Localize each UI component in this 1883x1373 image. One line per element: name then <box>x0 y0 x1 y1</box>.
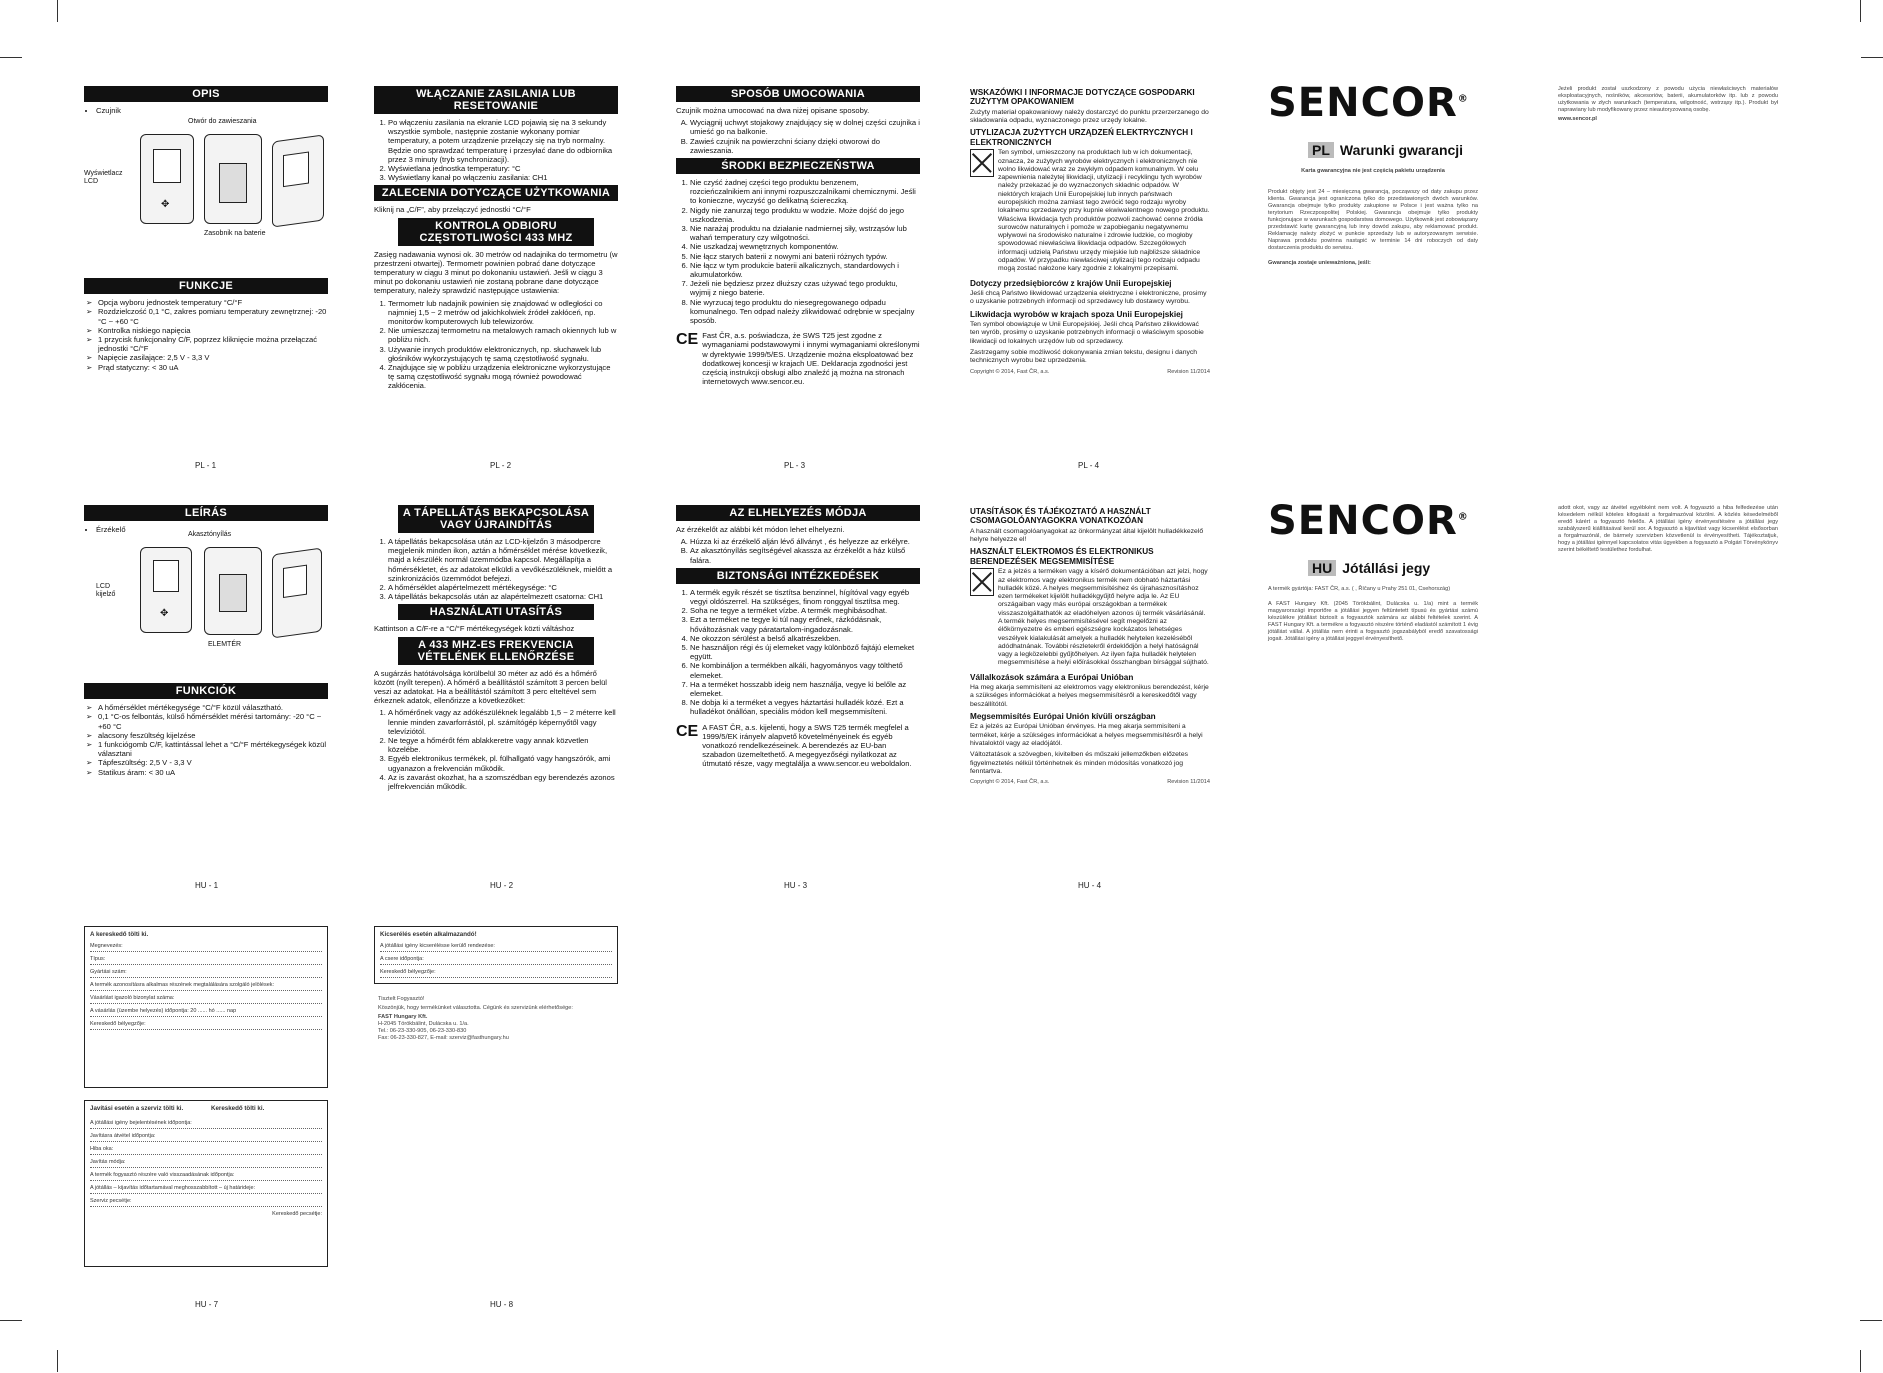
revision: Revision 11/2014 <box>1167 779 1210 786</box>
copyright: Copyright © 2014, Fast ČR, a.s. <box>970 779 1050 786</box>
list-item: 2. Nie umieszczaj termometru na metalowych ramach okiennych lub w pobliżu nich. <box>388 326 618 344</box>
section-title: FUNKCIÓK <box>84 683 328 699</box>
pl-page-3 <box>676 86 920 389</box>
hu-page-4 <box>970 505 1210 788</box>
subtitle: Karta gwarancyjna nie jest częścią pakietu urządzenia <box>1301 168 1445 174</box>
card-title: A kereskedő tölti ki. <box>90 931 149 938</box>
section-title: KONTROLA ODBIORU CZĘSTOTLIWOŚCI 433 MHZ <box>398 218 594 246</box>
paragraph: adott okot, vagy az átvétel egyébként nem volt. A fogyasztó a hiba felfedezése után késedelem nélkül köteles kifogását a forgalmazóval közölni. A közlés késedelméből eredő kárért a fogyasztó felelős. A jótállási igény érvényesítésére a jótállási jegy szabályszerű kiállításával kerül sor. A fogyasztó a kijavítást vagy kicserélést elsősorban a forgalmazónál, de bármely szervizben közvetlenül is érvényesítheti. Tájékoztatjuk, hogy a jótállási igénnyel kapcsolatos vitás ügyekben a fogyasztó a Polgári Törvénykönyv szerint békéltető testülethez fordulhat. <box>1558 505 1778 553</box>
paragraph: A használt csomagolóanyagokat az önkormányzat által kijelölt hulladékkezelő helyre helyezze el! <box>970 527 1204 544</box>
bullet: • Érzékelő <box>96 525 328 534</box>
page-number: HU - 4 <box>1078 881 1102 890</box>
weee-block <box>970 149 1210 276</box>
card-title: Kereskedő tölti ki. <box>211 1105 265 1112</box>
form-field-line: Megnevezés: <box>90 942 322 952</box>
form-field-line: Vásárlást igazoló bizonylat száma: <box>90 994 322 1004</box>
lettered-list <box>676 118 920 155</box>
paragraph: Zużyty materiał opakowaniowy należy dostarczyć do punktu przerzerzanego do składowania odpadu, wyznaczonego przez urzędy lokalne. <box>970 108 1209 125</box>
feature-list <box>84 298 328 372</box>
sensor-side <box>272 135 324 228</box>
pl-page-2 <box>374 86 618 394</box>
warranty-title <box>1308 142 1478 158</box>
form-field-line: A jótállás – kijavítás időtartamával meghosszabbított – új határideje: <box>90 1184 322 1194</box>
section-title: FUNKCJE <box>84 278 328 294</box>
paragraph: Produkt objęty jest 24 – miesięczną gwarancją, począwszy od daty zakupu przez klienta. Gwarancja jest ograniczona tylko do przedstawionych dwóch warunków. Gwarancja obejmuje tylko produkty zakupione w Polsce i jest ważna tylko na terytorium Rzeczpospolitej Polskiej. Gwarancja obejmuje tylko produkty funkcjonujące w warunkach gospodarstwa domowego. Użytkownik jest zobowiązany przedstawić kartę gwarancyjną lub inny dowód zakupu, aby reklamować produkt. Reklamację należy złożyć w punkcie sprzedaży lub w autoryzowanym serwisie. Naprawa produktu powinna nastąpić w terminie 14 dni roboczych od daty dostarczenia produktu do serwisu. <box>1268 189 1478 251</box>
list-item: B. Zawieś czujnik na powierzchni ściany dzięki otworowi do zawieszania. <box>690 137 920 155</box>
lettered-list <box>676 537 920 565</box>
paragraph: Ez a jelzés a terméken vagy a kísérő dokumentációban azt jelzi, hogy az elektromos vagy elektronikus termék nem dobható háztartási hulladék közé. A helyes megsemmisítéshez és újrahasznosításhoz ezen termékeket kijelölt hulladékgyűjtő helyre adja le. Az EU országaiban vagy más európai országokban a termékek visszaszolgáltathatók az eladóhelyen azonos új termék vásárlásánál. A termék helyes megsemmisítésével segít megelőzni az élőkörnyezetre és emberi egészségre kockázatos lehetséges veszélyek kialakulását amelyek a hulladék helytelen kezeléséből adódhatnának. További részletekről érdeklődjön a helyi hatóságnál vagy a legközelebbi gyűjtőhelyen. Az ilyen fajta hulladék helytelen megsemmisítése a helyi előírásokkal összhangban bírsággal sújtható. <box>998 568 1209 667</box>
hu-warranty <box>1268 498 1478 645</box>
sensor-front <box>140 134 194 224</box>
hu-page-2 <box>374 505 618 794</box>
list-item: ➢ alacsony feszültség kijelzése <box>98 731 328 740</box>
list-item: 4. Nie uszkadzaj wewnętrznych komponentów. <box>690 242 920 251</box>
pl-warranty-right <box>1558 86 1778 125</box>
section-title: ZALECENIA DOTYCZĄCE UŻYTKOWANIA <box>374 185 618 201</box>
page-number: HU - 3 <box>784 881 808 890</box>
form-field-line: Gyártási szám: <box>90 968 322 978</box>
numbered-list <box>374 118 618 182</box>
dealer-card <box>84 926 328 1088</box>
heading: Vállalkozások számára a Európai Unióban <box>970 672 1134 682</box>
language-badge: HU <box>1308 560 1336 576</box>
paragraph: Jeśli chcą Państwo likwidować urządzenia elektryczne i elektroniczne, prosimy o uzyskanie potrzebnych informacji od sprzedawcy lub dostawcy wyrobu. <box>970 290 1207 306</box>
list-item: 8. Nie wyrzucaj tego produktu do niesegregowanego odpadu komunalnego. Ten odpad należy zlikwidować odrębnie w specjalny sposób. <box>690 298 920 326</box>
language-badge: PL <box>1308 142 1334 158</box>
seal-label: Kereskedő pecsétje: <box>272 1211 322 1217</box>
paragraph: Kliknij na „C/F”, aby przełączyć jednostki °C/°F <box>374 205 531 215</box>
address: H-2045 Törökbálint, Dulácska u. 1/a. <box>378 1021 469 1027</box>
list-item: 1. A hőmérőnek vagy az adókészüléknek legalább 1,5 ~ 2 méterre kell lennie minden zavarforrástól, pl. számítógép képernyőtől vagy televíziótól. <box>388 708 618 736</box>
crop-mark <box>57 0 58 22</box>
list-item: 2. Soha ne tegye a terméket vízbe. A termék meghibásodhat. <box>690 606 920 615</box>
list-item: 1. Po włączeniu zasilania na ekranie LCD pojawią się na 3 sekundy wszystkie symbole, następnie zostanie wykonany pomiar temperatury, a potem urządzenie przełączy się na tryb normalny. Będzie ono sprawdzać temperaturę i przesyłać dane do odbiornika przez 3 minuty (tryb synchronizacji). <box>388 118 618 164</box>
paragraph: Köszönjük, hogy termékünket választotta. Cégünk és szervizünk elérhetősége: <box>378 1005 573 1011</box>
section-title: HASZNÁLATI UTASÍTÁS <box>398 604 594 620</box>
ce-block <box>676 723 920 772</box>
list-item: 2. Ne tegye a hőmérőt fém ablakkeretre vagy annak közvetlen közelébe. <box>388 736 618 754</box>
hu-page-3 <box>676 505 920 772</box>
phone: Tel.: 06-23-330-905, 06-23-330-830 <box>378 1028 467 1034</box>
list-item: B. Az akasztónyílás segítségével akassza az érzékelőt a ház külső falára. <box>690 546 920 564</box>
heading: Gwarancja zostaje unieważniona, jeśli: <box>1268 260 1371 266</box>
paragraph: Ten symbol, umieszczony na produktach lub w ich dokumentacji, oznacza, że zużytych wyrobów elektrycznych i elektronicznych nie wolno likwidować wraz ze zwykłym odpadem komunalnym. W celu zapewnienia należytej likwidacji, utylizacji i recyklingu tych wyrobów należy przekazać je do wyznaczonych składnic odpadów. W niektórych krajach Unii Europejskiej lub innych państwach europejskich można zamiast tego zwrócić tego rodzaju wyroby lokalnemu sprzedawcy przy kupnie ekwiwalentnego nowego produktu. Właściwa likwidacja tych produktów pozwoli zachować cenne źródła surowców naturalnych i pomoże w zapobieganiu negatywnemu wpływowi na środowisko naturalne i zdrowie ludzkie, co mogłoby spowodować niewłaściwa likwidacja odpadów. Szczegółowych informacji udzielą Państwu urzędy miejskie lub najbliższe składnice odpadów. W przypadku niewłaściwej utylizacji tego rodzaju odpadu mogą zostać nałożone kary zgodnie z lokalnymi przepisami. <box>998 149 1210 273</box>
sencor-logo: SENCOR® <box>1268 80 1469 126</box>
list-item: ➢ Kontrolka niskiego napięcia <box>98 326 328 335</box>
lcd-screen <box>283 565 307 598</box>
list-item: 1. A termék egyik részét se tisztítsa benzinnel, hígítóval vagy egyéb vegyi oldószerrel. Ha szükséges, finom ronggyal tisztítsa meg. <box>690 588 920 606</box>
list-item: 4. Znajdujące się w pobliżu urządzenia elektroniczne wykorzystujące tę samą częstotliwość sygnału mogą również powodować zakłócenia. <box>388 363 618 391</box>
hu-warranty-right <box>1558 505 1778 556</box>
list-item: 4. Ne okozzon sérülést a belső alkatrészekben. <box>690 634 920 643</box>
section-title: SPOSÓB UMOCOWANIA <box>676 86 920 102</box>
lcd-screen <box>283 152 309 188</box>
card-title: Javítási esetén a szerviz tölti ki. <box>90 1105 184 1112</box>
heading: Likwidacja wyrobów w krajach spoza Unii Europejskiej <box>970 309 1183 319</box>
button-icon: ✥ <box>160 608 169 620</box>
lcd-screen <box>153 149 181 183</box>
paragraph: Ha meg akarja semmisíteni az elektromos vagy elektronikus berendezést, kérje a szükséges információkat a helyes megsemmisítésről a kereskedőtől vagy beszállítótól. <box>970 684 1209 708</box>
warranty-title <box>1308 560 1478 576</box>
heading: WSKAZÓWKI I INFORMACJE DOTYCZĄCE GOSPODARKI ZUŻYTYM OPAKOWANIEM <box>970 88 1195 107</box>
heading: Dotyczy przedsiębiorców z krajów Unii Europejskiej <box>970 278 1172 288</box>
list-item: 2. A hőmérséklet alapértelmezett mértékegysége: °C <box>388 583 618 592</box>
section-title: OPIS <box>84 86 328 102</box>
paragraph: A FAST ČR, a.s. kijelenti, hogy a SWS T25 termék megfelel a 1999/5/EK irányelv alapvető követelményeinek és egyéb vonatkozó rendelkezéseinek. A berendezés az EU-ban szabadon üzemeltethető. A megegyezőségi nyilatkozat az útmutató része, vagy megtalálja a www.sencor.eu weboldalon. <box>702 722 912 769</box>
paragraph: Zasięg nadawania wynosi ok. 30 metrów od nadajnika do termometru (w przestrzeni otwartej). Termometr powinien pobrać dane dotyczące temperatury w ciągu 3 minut po dokonaniu ustawień. Jeśli w ciągu 3 minut po dokonaniu ustawień nie zostaną pobrane dane dotyczące temperatury, należy sprawdzić następujące ustawienia: <box>374 249 618 296</box>
list-item: 7. Ha a terméket hosszabb ideig nem használja, vegye ki belőle az elemeket. <box>690 680 920 698</box>
list-item: ➢ 1 przycisk funkcjonalny C/F, poprzez kliknięcie można przełączać jednostki °C/°F <box>98 335 328 353</box>
list-item: 7. Jeżeli nie będziesz przez dłuższy czas używać tego produktu, wyjmij z niego baterie. <box>690 279 920 297</box>
label-battery: ELEMTÉR <box>208 641 242 649</box>
list-item: ➢ Prąd statyczny: < 30 uA <box>98 363 328 372</box>
weee-block <box>970 568 1210 671</box>
crop-mark <box>1860 1350 1861 1372</box>
paragraph: A FAST Hungary Kft. (2045 Törökbálint, Dulácska u. 1/a) mint a termék magyarországi importőre a jótállási jegyen feltüntetett típusú és gyártási számú készülékre jótállást biztosít a fogyasztók számára az alábbi feltételek szerint. A FAST Hungary Kft. a termékre a fogyasztó részére történő eladástól számított 1 évig jótállást vállal. A jótállás nem érinti a fogyasztó jogszabályból eredő szavatossági jogait. Jótállási igény a jótállási jeggyel érvényesíthető. <box>1268 601 1478 642</box>
paragraph: Czujnik można umocować na dwa niżej opisane sposoby. <box>676 106 870 115</box>
form-field-line: Kereskedő bélyegzője: <box>90 1020 322 1030</box>
list-item: ➢ Opcja wyboru jednostek temperatury °C/°F <box>98 298 328 307</box>
crop-mark <box>1861 57 1883 58</box>
crop-mark <box>0 57 22 58</box>
sensor-back <box>204 134 262 224</box>
list-item: 6. Nie łącz w tym produkcie baterii alkalicznych, standardowych i akumulatorków. <box>690 261 920 279</box>
crop-mark <box>0 1320 22 1321</box>
hu-page-8-contact <box>378 996 618 1044</box>
list-item: 5. Nie łącz starych baterii z nowymi ani baterii różnych typów. <box>690 252 920 261</box>
heading: HASZNÁLT ELEKTROMOS ÉS ELEKTRONIKUS BERENDEZÉSEK MEGSEMMISÍTÉSE <box>970 547 1154 566</box>
section-title: A 433 MHZ-ES FREKVENCIA VÉTELÉNEK ELLENŐRZÉSE <box>398 637 594 665</box>
list-item: 3. Egyéb elektronikus termékek, pl. fülhallgató vagy hangszórók, ami ugyanazon a frekvencián működik. <box>388 754 618 772</box>
form-field-line: Szerviz pecsétje: <box>90 1197 322 1207</box>
label-lcd: Wyświetlacz LCD <box>84 170 123 186</box>
list-item: 1. Termometr lub nadajnik powinien się znajdować w odległości co najmniej 1,5 ~ 2 metrów od jakichkolwiek źródeł zakłóceń, np. monitorów komputerowych lub telewizorów. <box>388 299 618 327</box>
list-item: ➢ Napięcie zasilające: 2,5 V - 3,3 V <box>98 353 328 362</box>
form-field-line: A jótállási igény bejelentésének időpontja: <box>90 1119 322 1129</box>
crop-mark <box>1860 0 1861 22</box>
numbered-list <box>676 178 920 325</box>
numbered-list <box>374 537 618 601</box>
paragraph: Változtatások a szövegben, kivitelben és műszaki jellemzőkben előzetes figyelmeztetés nélkül történhetnek és minden módosítás vonatkozó jog fenntartva. <box>970 751 1188 775</box>
paragraph: A sugárzás hatótávolsága körülbelül 30 méter az adó és a hőmérő között (nyílt terepen). A hőmérő a beállítástól számított 3 percen belül veszi az adatokat. Ha a beállítástól számított 3 perc elteltével sem érkeznek adatok, ellenőrizze a következőket: <box>374 668 607 706</box>
list-item: 1. A tápellátás bekapcsolása után az LCD-kijelzőn 3 másodpercre megjelenik minden ikon, aztán a hőmérséklet mérése következik, majd a készülék normál üzemmódba kapcsol. Megállapítja a hőmérsékletet, és az adatokat elküldi a vevőkészüléknek, mielőtt a szinkronizációs üzemmódot befejezi. <box>388 537 618 583</box>
page-number: PL - 1 <box>195 461 217 470</box>
label-lcd: LCD kijelző <box>96 583 116 599</box>
form-field-line: A csere időpontja: <box>380 955 612 965</box>
page-number: HU - 1 <box>195 881 219 890</box>
paragraph: Ez a jelzés az Európai Unióban érvényes. Ha meg akarja semmisíteni a terméket, kérje a szükséges információkat a helyes megsemmisítésről a helyi hivataloktól vagy az eladójától. <box>970 723 1203 748</box>
crop-mark <box>57 1350 58 1372</box>
title: Warunki gwarancji <box>1339 142 1464 158</box>
pl-warranty <box>1268 80 1478 269</box>
heading: Megsemmisítés Európai Unión kívüli országban <box>970 712 1156 722</box>
card-title: Kicserélés esetén alkalmazandó! <box>380 931 477 938</box>
sensor-side <box>272 548 322 639</box>
form-field-line: A termék fogyasztó részére való visszaadásának időpontja: <box>90 1171 322 1181</box>
bullet: • Czujnik <box>96 106 328 115</box>
form-field-line: A jótállási igény kicserélésse kerülő rendezése: <box>380 942 612 952</box>
section-title: AZ ELHELYEZÉS MÓDJA <box>676 505 920 521</box>
form-field-line: A vásárlás (üzembe helyezés) időpontja: 20 ...... hó ...... nap <box>90 1007 322 1017</box>
section-title: LEÍRÁS <box>84 505 328 521</box>
greeting: Tisztelt Fogyasztó! <box>378 996 425 1002</box>
sensor-back <box>204 547 262 635</box>
company: FAST Hungary Kft. <box>378 1014 428 1020</box>
exchange-card <box>374 926 618 984</box>
page-number: HU - 2 <box>490 881 514 890</box>
fax-email: Fax: 06-23-330-827, E-mail: szerviz@fasthungary.hu <box>378 1035 509 1041</box>
list-item: 4. Az is zavarást okozhat, ha a szomszédban egy berendezés azonos jelfrekvencián működik. <box>388 773 618 791</box>
pl-page-4 <box>970 86 1210 378</box>
service-card <box>84 1100 328 1267</box>
list-item: 2. Wyświetlana jednostka temperatury: °C <box>388 164 618 173</box>
page-number: PL - 3 <box>784 461 806 470</box>
feature-list <box>84 703 328 777</box>
label-hanging-hole: Otwór do zawieszania <box>188 118 257 126</box>
copyright: Copyright © 2014, Fast ČR, a.s. <box>970 368 1050 375</box>
list-item: 6. Ne kombináljon a termékben alkáli, hagyományos vagy tölthető elemeket. <box>690 661 920 679</box>
paragraph: Kattintson a C/F-re a °C/°F mértékegységek közti váltáshoz <box>374 624 575 634</box>
page-number: PL - 2 <box>490 461 512 470</box>
sensor-front <box>140 547 192 633</box>
button-icon: ✥ <box>161 199 170 211</box>
section-title: WŁĄCZANIE ZASILANIA LUB RESETOWANIE <box>374 86 618 114</box>
list-item: 5. Ne használjon régi és új elemeket vagy különböző fajtájú elemeket együtt. <box>690 643 920 661</box>
battery-compartment <box>219 163 247 203</box>
crossed-bin-icon <box>970 149 994 177</box>
pl-page-1 <box>84 86 328 375</box>
lcd-screen <box>153 560 179 592</box>
list-item: ➢ 1 funkciógomb C/F, kattintással lehet a °C/°F mértékegységek közül választani <box>98 740 328 758</box>
heading: UTYLIZACJA ZUŻYTYCH URZĄDZEŃ ELEKTRYCZNYCH I ELEKTRONICZNYCH <box>970 128 1193 147</box>
paragraph: Jeżeli produkt został uszkodzony z powodu użycia niewłaściwych materiałów eksploatacyjnych, nośników, akcesoriów, baterii, akumulatorków itp. lub z powodu użytkowania w złych warunkach (temperatura, wilgotność, wstrząsy itp.). Produkt był naprawiany lub modyfikowany przez nieautoryzowaną osobę. <box>1558 86 1778 113</box>
label-battery: Zasobnik na baterie <box>204 230 266 238</box>
sensor-illustration <box>84 118 328 268</box>
section-title: A TÁPELLÁTÁS BEKAPCSOLÁSA VAGY ÚJRAINDÍTÁS <box>398 505 594 533</box>
form-field-line: Javítás módja: <box>90 1158 322 1168</box>
paragraph: A termék gyártója: FAST ČR, a.s. ( , Říčany u Prahy 251 01, Csehország) <box>1268 586 1451 592</box>
list-item: 3. Używanie innych produktów elektronicznych, np. słuchawek lub głośników wykorzystujących tę samą częstotliwość sygnału. <box>388 345 618 363</box>
list-item: ➢ Statikus áram: < 30 uA <box>98 768 328 777</box>
form-field-line: Javításra átvétel időpontja: <box>90 1132 322 1142</box>
battery-compartment <box>219 574 247 612</box>
section-title: ŚRODKI BEZPIECZEŃSTWA <box>676 158 920 174</box>
sencor-logo: SENCOR® <box>1268 498 1469 544</box>
section-title: BIZTONSÁGI INTÉZKEDÉSEK <box>676 568 920 584</box>
list-item: 3. A tápellátás bekapcsolás után az alapértelmezett csatorna: CH1 <box>388 592 618 601</box>
list-item: 2. Nigdy nie zanurzaj tego produktu w wodzie. Może dojść do jego uszkodzenia. <box>690 206 920 224</box>
numbered-list <box>374 708 618 791</box>
page-number: HU - 8 <box>490 1300 514 1309</box>
list-item: A. Húzza ki az érzékelő alján lévő állványt , és helyezze az erkélyre. <box>690 537 920 546</box>
list-item: ➢ Rozdzielczość 0,1 °C, zakres pomiaru temperatury zewnętrznej: -20 °C ~ +60 °C <box>98 307 328 325</box>
hu-page-1 <box>84 505 328 780</box>
contact: www.sencor.pl <box>1558 116 1597 122</box>
list-item: 3. Wyświetlany kanał po włączeniu zasilania: CH1 <box>388 173 618 182</box>
numbered-list <box>374 299 618 391</box>
list-item: ➢ 0,1 °C-os felbontás, külső hőmérséklet mérési tartomány: -20 °C ~ +60 °C <box>98 712 328 730</box>
ce-block <box>676 331 920 389</box>
form-field-line: A termék azonosításra alkalmas részének megtalálására szolgáló jelölések: <box>90 981 322 991</box>
paragraph: Ten symbol obowiązuje w Unii Europejskiej. Jeśli chcą Państwo zlikwidować ten wyrób, prosimy o uzyskanie potrzebnych informacji o właściwym sposobie likwidacji od lokalnych urzędów lub od sprzedawcy. <box>970 321 1204 345</box>
form-field-line: Típus: <box>90 955 322 965</box>
list-item: A. Wyciągnij uchwyt stojakowy znajdujący się w dolnej części czujnika i umieść go na balkonie. <box>690 118 920 136</box>
list-item: 8. Ne dobja ki a terméket a vegyes háztartási hulladék közé. Ezt a hulladékot önállóan, speciális módon kell megsemmisíteni. <box>690 698 920 716</box>
ce-mark-icon: CE <box>676 331 699 349</box>
crossed-bin-icon <box>970 568 994 596</box>
list-item: 3. Nie narażaj produktu na działanie nadmiernej siły, wstrząsów lub wahań temperatury czy wilgotności. <box>690 224 920 242</box>
paragraph: Zastrzegamy sobie możliwość dokonywania zmian tekstu, designu i danych technicznych wyrobu bez uprzedzenia. <box>970 348 1198 365</box>
form-field-line: Kereskedő bélyegzője: <box>380 968 612 978</box>
list-item: 3. Ezt a terméket ne tegye ki túl nagy erőnek, rázkódásnak, hőváltozásnak vagy páratartalom-ingadozásnak. <box>690 615 920 633</box>
title: Jótállási jegy <box>1342 560 1431 576</box>
numbered-list <box>676 588 920 717</box>
list-item: ➢ A hőmérséklet mértékegysége °C/°F közül választható. <box>98 703 328 712</box>
label-hanging-hole: Akasztónyílás <box>188 531 232 539</box>
sensor-illustration <box>84 531 328 667</box>
paragraph: Fast ČR, a.s. poświadcza, że SWS T25 jest zgodne z wymaganiami podstawowymi i innymi wymaganiami określonymi w dyrektywie 1999/5/ES. Urządzenie można eksploatować bez dodatkowej koncesji w krajach UE. Deklaracja zgodności jest częścią instrukcji obsługi albo znaleźć ją można na stronach internetowych www.sencor.eu. <box>702 331 920 387</box>
heading: UTASÍTÁSOK ÉS TÁJÉKOZTATÓ A HASZNÁLT CSOMAGOLÓANYAGOKRA VONATKOZÓAN <box>970 507 1151 526</box>
form-field-line: Hiba oka: <box>90 1145 322 1155</box>
page-number: PL - 4 <box>1078 461 1100 470</box>
list-item: ➢ Tápfeszültség: 2,5 V - 3,3 V <box>98 758 328 767</box>
list-item: 1. Nie czyść żadnej części tego produktu benzenem, rozcieńczalnikiem ani innymi rozpuszczalnikami chemicznymi. Jeśli to konieczne, wyczyść go delikatną ściereczką. <box>690 178 920 206</box>
page-number: HU - 7 <box>195 1300 219 1309</box>
crop-mark <box>1860 1320 1882 1321</box>
ce-mark-icon: CE <box>676 722 699 740</box>
paragraph: Az érzékelőt az alábbi két módon lehet elhelyezni. <box>676 525 845 534</box>
revision: Revision 11/2014 <box>1167 368 1210 375</box>
